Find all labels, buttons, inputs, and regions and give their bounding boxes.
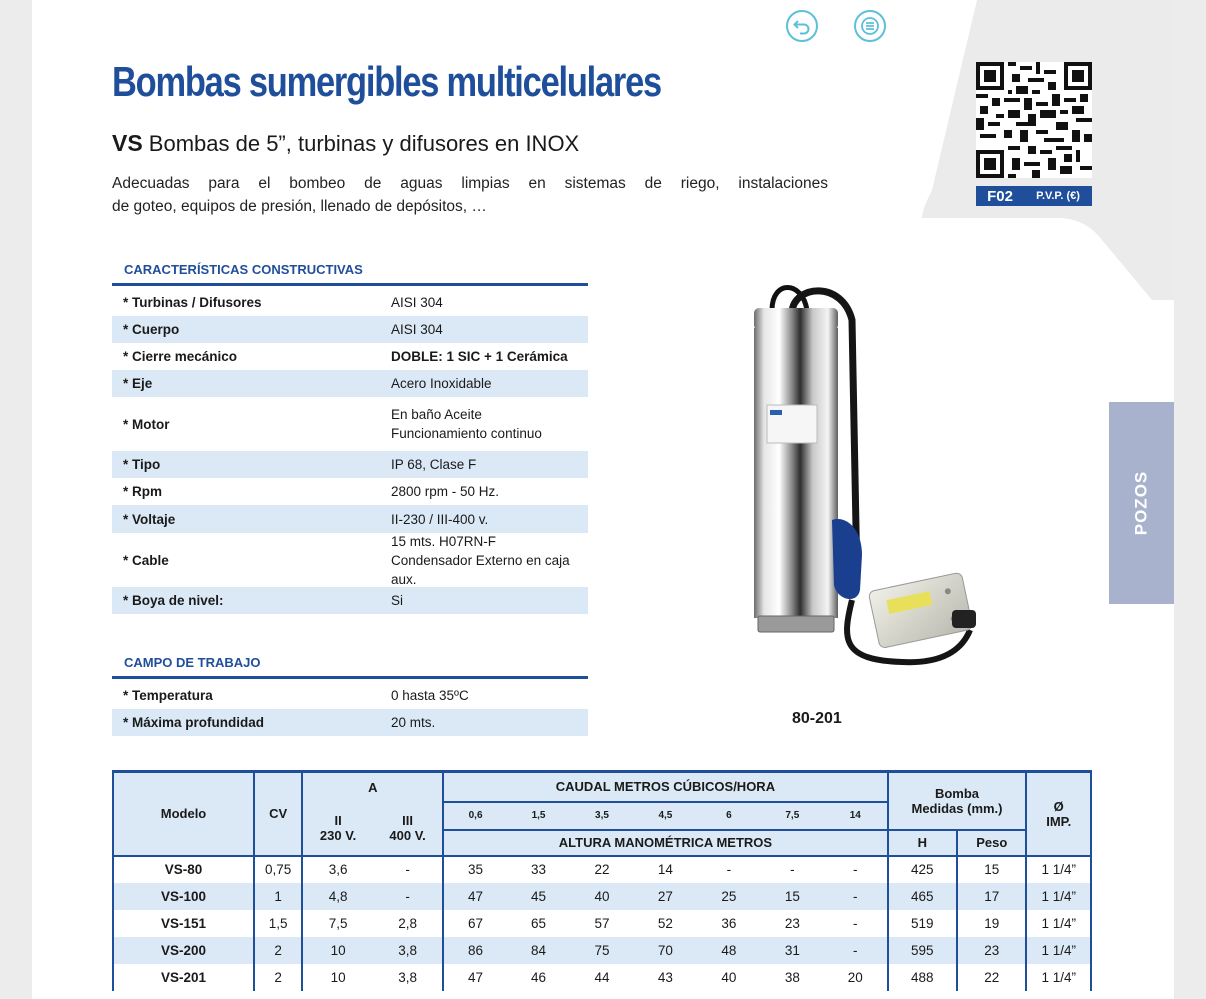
h-cell: 488 <box>888 964 957 991</box>
section-tab-pozos[interactable] <box>1109 402 1174 604</box>
features-title: CARACTERÍSTICAS CONSTRUCTIVAS <box>124 262 363 277</box>
page-subtitle <box>112 130 579 157</box>
head-cell: 14 <box>657 862 673 877</box>
a3-cell: 3,8 <box>373 964 444 991</box>
imp-cell: 1 1/4” <box>1026 910 1091 937</box>
a3-cell: - <box>373 883 444 910</box>
spec-value-line: 0 hasta 35ºC <box>391 688 469 703</box>
spec-value <box>391 405 588 443</box>
head-cell: 86 <box>443 937 506 964</box>
peso-cell: 15 <box>957 856 1026 883</box>
spec-value-line: DOBLE: 1 SIC + 1 Cerámica <box>391 349 568 364</box>
head-cell: 27 <box>634 883 697 910</box>
spec-key: * Boya de nivel: <box>123 593 224 608</box>
cv-cell: 2 <box>254 964 302 991</box>
price-label: P.V.P. (€) <box>1036 190 1080 202</box>
pump-product-image <box>712 280 982 680</box>
imp-label: IMP. <box>1046 813 1072 829</box>
table-row <box>113 883 1091 910</box>
head-cell: - <box>726 862 732 877</box>
model-cell: VS-151 <box>113 910 254 937</box>
head-cell: 47 <box>443 964 506 991</box>
flow-header: 14 <box>824 802 887 830</box>
head-cell: 23 <box>784 915 800 931</box>
spec-value <box>391 374 588 393</box>
head-cell: 22 <box>594 862 610 877</box>
features-table <box>112 289 588 614</box>
h-cell: 519 <box>888 910 957 937</box>
spec-value <box>391 713 588 732</box>
head-cell: - <box>824 883 887 910</box>
h-cell: 425 <box>888 856 957 883</box>
spec-value-line: AISI 304 <box>391 322 443 337</box>
spec-value <box>391 482 588 501</box>
imp-cell: 1 1/4” <box>1026 964 1091 991</box>
work-range-title: CAMPO DE TRABAJO <box>124 655 261 670</box>
spec-value-line: II-230 / III-400 v. <box>391 511 489 527</box>
col-a-header: A <box>302 772 443 802</box>
caudal-header: CAUDAL METROS CÚBICOS/HORA <box>443 772 887 802</box>
list-menu-icon[interactable] <box>854 10 886 42</box>
spec-key: * Tipo <box>123 457 161 472</box>
spec-row <box>112 316 588 343</box>
head-cell: 31 <box>761 937 824 964</box>
subtitle-series: VS <box>112 130 143 156</box>
a2-cell: 4,8 <box>302 883 373 910</box>
spec-row <box>112 533 588 587</box>
peso-cell: 23 <box>957 937 1026 964</box>
catalog-code: F02 <box>987 187 1013 205</box>
head-cell: 48 <box>697 937 760 964</box>
a2-top: II <box>334 813 342 828</box>
spec-key: * Máxima profundidad <box>123 715 265 730</box>
head-cell: 43 <box>657 969 673 985</box>
flow-header: 6 <box>697 802 760 830</box>
spec-value-line: Si <box>391 593 404 608</box>
head-cell: 40 <box>570 883 633 910</box>
bomba-label: Bomba <box>934 785 980 801</box>
features-divider <box>112 283 588 286</box>
page-title: Bombas sumergibles multicelulares <box>112 58 661 105</box>
a2-cell: 10 <box>302 964 373 991</box>
cv-cell: 0,75 <box>254 856 302 883</box>
head-cell: - <box>790 862 795 877</box>
a2-cell: 10 <box>302 937 373 964</box>
a3-cell: 2,8 <box>373 910 444 937</box>
head-cell: 36 <box>721 915 737 931</box>
head-cell: 38 <box>784 969 800 985</box>
flow-header: 7,5 <box>761 802 824 830</box>
description-line-1: Adecuadas para el bombeo de aguas limpias en sistemas de riego, instalaciones <box>112 175 828 192</box>
work-range-divider <box>112 676 588 679</box>
a2-cell: 7,5 <box>302 910 373 937</box>
head-cell: 65 <box>531 915 547 931</box>
spec-row <box>112 289 588 316</box>
altura-header: ALTURA MANOMÉTRICA METROS <box>443 830 887 856</box>
head-cell: 84 <box>507 937 570 964</box>
col-peso-header: Peso <box>957 830 1026 856</box>
spec-value <box>391 293 588 312</box>
medidas-label: Medidas (mm.) <box>911 800 1003 816</box>
spec-key: * Rpm <box>123 484 163 499</box>
head-cell: 33 <box>531 862 547 877</box>
product-code: 80-201 <box>792 710 842 727</box>
head-cell: 25 <box>697 883 760 910</box>
spec-row <box>112 587 588 614</box>
spec-row <box>112 682 588 709</box>
spec-key: * Eje <box>123 376 153 391</box>
bomba-header <box>888 772 1027 830</box>
models-table <box>112 770 1092 991</box>
spec-value-line: 2800 rpm - 50 Hz. <box>391 484 500 499</box>
catalog-page <box>32 0 1174 999</box>
cv-cell: 1 <box>254 883 302 910</box>
description-line-2: de goteo, equipos de presión, llenado de depósitos, … <box>112 198 487 215</box>
subtitle-text: Bombas de 5”, turbinas y difusores en INOX <box>142 131 580 156</box>
spec-row <box>112 478 588 505</box>
table-row <box>113 910 1091 937</box>
head-cell: - <box>824 856 887 883</box>
h-cell: 595 <box>888 937 957 964</box>
spec-value <box>391 510 588 529</box>
head-cell: 52 <box>657 915 673 931</box>
work-range-table <box>112 682 588 736</box>
head-cell: - <box>824 910 887 937</box>
col-cv-header: CV <box>254 772 302 856</box>
spec-key: * Cierre mecánico <box>123 349 238 364</box>
head-cell: 47 <box>443 883 506 910</box>
spec-row <box>112 397 588 451</box>
col-h-header: H <box>888 830 957 856</box>
undo-icon[interactable] <box>786 10 818 42</box>
head-cell: 40 <box>721 969 737 985</box>
model-cell: VS-100 <box>113 883 254 910</box>
peso-cell: 19 <box>957 910 1026 937</box>
cv-cell: 2 <box>254 937 302 964</box>
spec-value-line: AISI 304 <box>391 295 443 310</box>
spec-key: * Cuerpo <box>123 322 180 337</box>
head-cell: 70 <box>634 937 697 964</box>
spec-key: * Temperatura <box>123 688 213 703</box>
model-cell: VS-80 <box>113 856 254 883</box>
flow-header: 3,5 <box>570 802 633 830</box>
table-row <box>113 964 1091 991</box>
spec-value-line: Acero Inoxidable <box>391 376 492 391</box>
model-cell: VS-200 <box>113 937 254 964</box>
head-cell: 45 <box>507 883 570 910</box>
spec-value-line: En baño Aceite <box>391 407 482 422</box>
a3-top: III <box>402 813 414 828</box>
a3-bottom: 400 V. <box>389 828 426 843</box>
description <box>112 172 828 218</box>
spec-value <box>391 686 588 705</box>
a2-bottom: 230 V. <box>319 828 357 843</box>
spec-row <box>112 451 588 478</box>
section-tab-label: POZOS <box>1131 470 1151 536</box>
price-code-bar <box>976 186 1092 206</box>
head-cell: - <box>824 937 887 964</box>
col-model-header: Modelo <box>113 772 254 856</box>
head-cell: 67 <box>443 910 506 937</box>
spec-value-line: 20 mts. <box>391 715 436 730</box>
spec-value <box>391 532 588 589</box>
spec-value-line: 15 mts. H07RN-F <box>391 533 497 549</box>
a2-cell: 3,6 <box>302 856 373 883</box>
spec-row <box>112 709 588 736</box>
spec-row <box>112 343 588 370</box>
spec-value <box>391 455 588 474</box>
cv-cell: 1,5 <box>254 910 302 937</box>
spec-value <box>391 347 588 366</box>
spec-value <box>391 320 588 339</box>
imp-cell: 1 1/4” <box>1026 937 1091 964</box>
spec-key: * Voltaje <box>123 511 176 527</box>
head-cell: 57 <box>594 915 610 931</box>
spec-value-line: IP 68, Clase F <box>391 457 477 472</box>
spec-key: * Turbinas / Difusores <box>123 295 262 310</box>
flow-header: 4,5 <box>634 802 697 830</box>
col-a2-header <box>302 802 373 856</box>
head-cell: 15 <box>761 883 824 910</box>
head-cell: 44 <box>594 969 610 985</box>
spec-row <box>112 370 588 397</box>
spec-value <box>391 591 588 610</box>
flow-header: 1,5 <box>507 802 570 830</box>
head-cell: 75 <box>570 937 633 964</box>
qr-code-icon[interactable] <box>976 62 1092 178</box>
table-row <box>113 937 1091 964</box>
spec-row <box>112 505 588 533</box>
peso-cell: 17 <box>957 883 1026 910</box>
diameter-label: Ø <box>1053 798 1064 814</box>
table-row <box>113 856 1091 883</box>
head-cell: 46 <box>531 969 547 985</box>
spec-value-line: Funcionamiento continuo <box>391 426 542 441</box>
spec-value-line: Condensador Externo en caja aux. <box>391 552 570 587</box>
col-a3-header <box>373 802 444 856</box>
peso-cell: 22 <box>957 964 1026 991</box>
a3-cell: - <box>373 856 444 883</box>
h-cell: 465 <box>888 883 957 910</box>
a3-cell: 3,8 <box>373 937 444 964</box>
head-cell: 35 <box>443 856 506 883</box>
model-cell: VS-201 <box>113 964 254 991</box>
imp-cell: 1 1/4” <box>1026 856 1091 883</box>
col-diameter-header <box>1026 772 1091 856</box>
imp-cell: 1 1/4” <box>1026 883 1091 910</box>
spec-key: * Cable <box>123 552 169 568</box>
spec-key: * Motor <box>123 416 170 432</box>
head-cell: 20 <box>824 964 887 991</box>
flow-header: 0,6 <box>443 802 506 830</box>
